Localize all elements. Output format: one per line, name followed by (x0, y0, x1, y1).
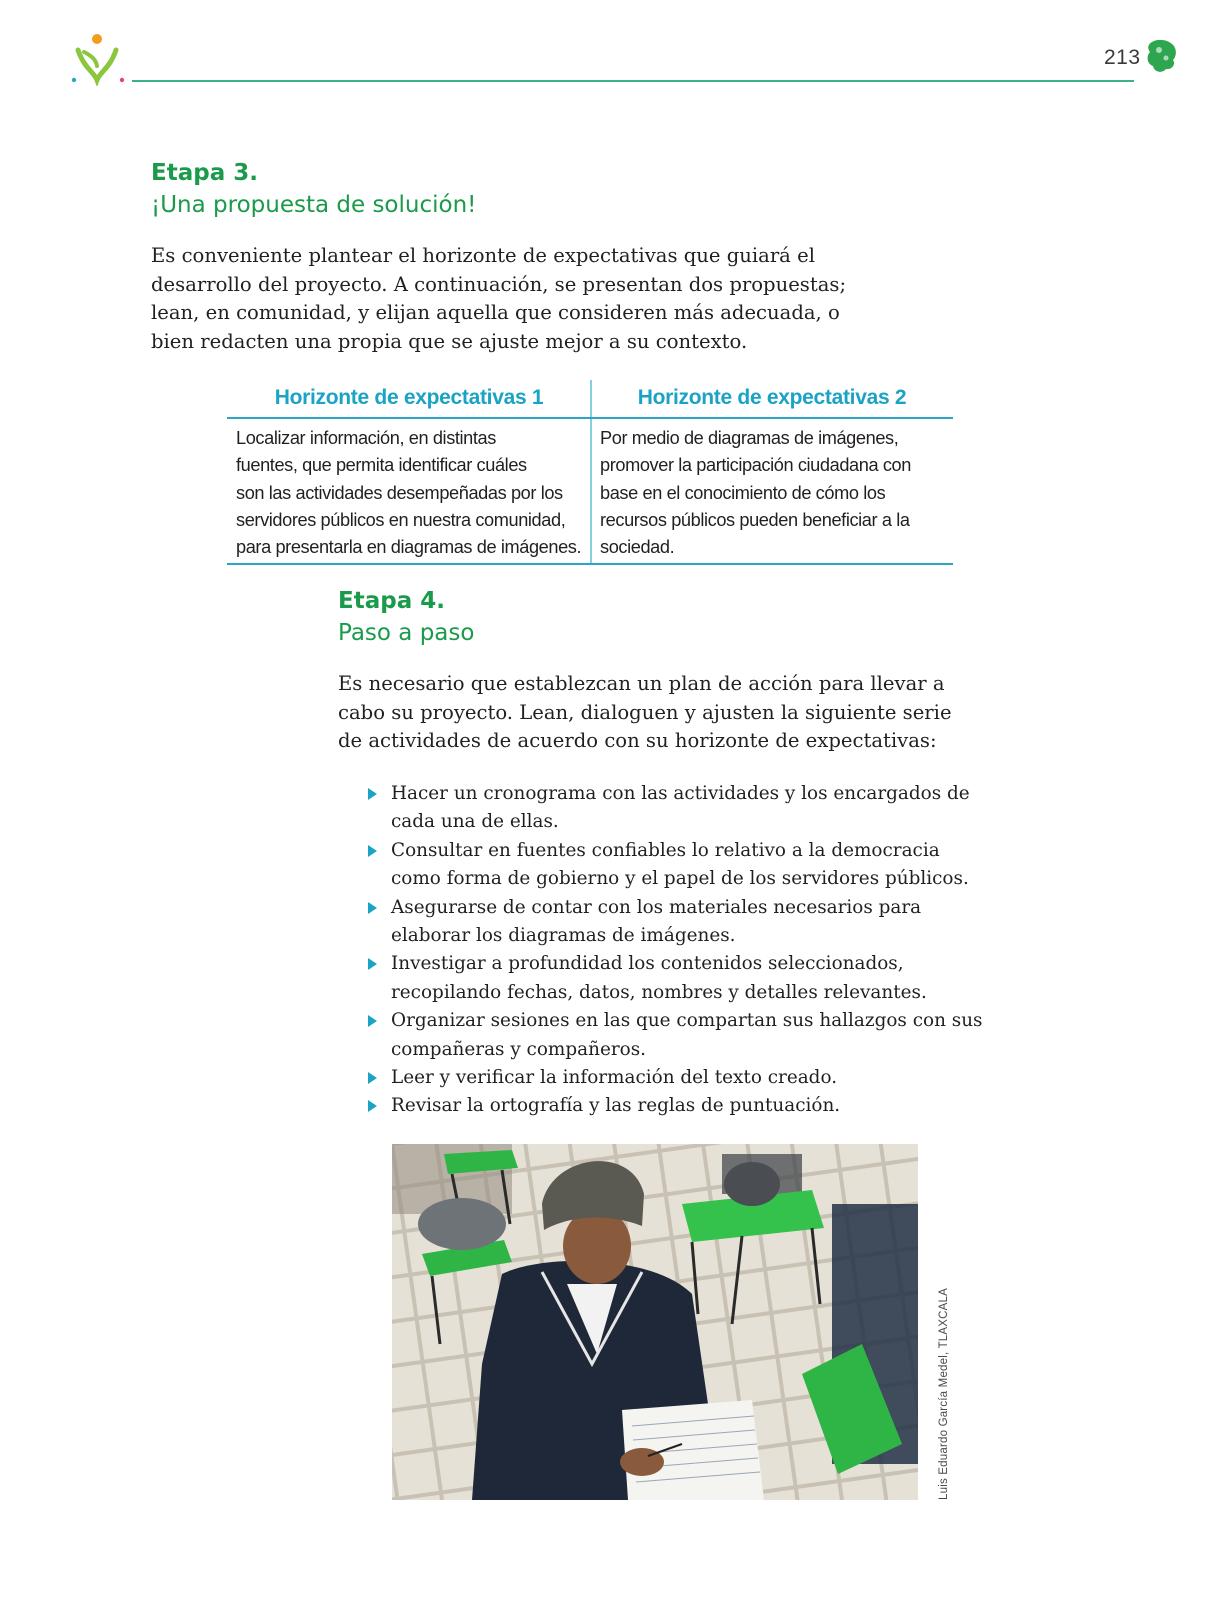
bullet-arrow-icon (368, 958, 377, 970)
text-line: Es conveniente plantear el horizonte de expectativas que guiará el (151, 244, 815, 267)
page-number: 213 (1104, 46, 1141, 69)
list-item (365, 950, 925, 1007)
text-line: Consultar en fuentes confiables lo relativo a la democracia (391, 839, 940, 861)
text-line: servidores públicos en nuestra comunidad, (236, 509, 566, 530)
text-line: compañeras y compañeros. (391, 1038, 646, 1060)
text-line: bien redacten una propia que se ajuste mejor a su contexto. (151, 329, 748, 353)
bullet-arrow-icon (368, 788, 377, 800)
text-line: base en el conocimiento de cómo los (600, 482, 886, 503)
text-line: Revisar la ortografía y las reglas de puntuación. (391, 1095, 841, 1117)
text-line: elaborar los diagramas de imágenes. (391, 925, 736, 947)
bullet-arrow-icon (368, 845, 377, 857)
text-line: Asegurarse de contar con los materiales necesarios para (391, 896, 922, 918)
photo-credit: Luis Eduardo García Medel, TLAXCALA (938, 1288, 950, 1500)
stage3-title: Etapa 3. (151, 160, 258, 186)
student-photo (392, 1144, 918, 1500)
column-text (236, 425, 581, 561)
bullet-arrow-icon (368, 1015, 377, 1027)
book-logo (70, 30, 130, 86)
bullet-arrow-icon (368, 902, 377, 914)
text-line: sociedad. (600, 537, 675, 558)
text-line: desarrollo del proyecto. A continuación, se presentan dos propuestas; (151, 272, 847, 296)
text-line: promover la participación ciudadana con (600, 455, 911, 476)
text-line: de actividades de acuerdo con su horizonte de expectativas: (338, 729, 937, 753)
table-bottom-rule (227, 563, 953, 565)
column-text (600, 425, 911, 561)
text-line: recursos públicos pueden beneficiar a la (600, 509, 910, 530)
stage4-title: Etapa 4. (338, 588, 445, 614)
expectations-column-1 (227, 380, 591, 565)
list-item (365, 1064, 925, 1092)
text-line: lean, en comunidad, y elijan aquella que consideren más adecuada, o (151, 301, 840, 325)
expectations-table (227, 380, 953, 565)
list-item (365, 894, 925, 951)
text-line: Investigar a profundidad los contenidos seleccionados, (391, 953, 904, 975)
stage3-subtitle: ¡Una propuesta de solución! (151, 192, 477, 218)
text-line: cada una de ellas. (391, 811, 559, 833)
text-line: cabo su proyecto. Lean, dialoguen y ajusten la siguiente serie (338, 700, 952, 724)
column-heading: Horizonte de expectativas 1 (274, 386, 544, 409)
text-line: recopilando fechas, datos, nombres y detalles relevantes. (391, 981, 927, 1003)
bullet-arrow-icon (368, 1100, 377, 1112)
text-line: Es necesario que establezcan un plan de acción para llevar a (338, 672, 945, 695)
text-line: Localizar información, en distintas (236, 428, 496, 448)
list-item (365, 1007, 983, 1064)
text-line: fuentes, que permita identificar cuáles (236, 455, 527, 476)
text-line: Hacer un cronograma con las actividades y los encargados de (391, 783, 970, 804)
activity-list (365, 780, 983, 1121)
column-heading: Horizonte de expectativas 2 (637, 386, 907, 409)
community-icon (1146, 38, 1178, 74)
expectations-column-2 (591, 380, 953, 565)
table-header-rule (227, 417, 953, 419)
stage3-intro (151, 242, 846, 356)
list-item (365, 780, 970, 837)
column-divider (590, 380, 592, 565)
list-item (365, 1092, 925, 1120)
stage4-subtitle: Paso a paso (338, 620, 475, 646)
text-line: para presentarla en diagramas de imágenes. (236, 537, 582, 558)
text-line: Organizar sesiones en las que compartan sus hallazgos con sus (391, 1010, 983, 1032)
text-line: son las actividades desempeñadas por los (236, 482, 563, 503)
stage4-intro (338, 670, 952, 756)
header-rule (132, 80, 1134, 82)
bullet-arrow-icon (368, 1072, 377, 1084)
text-line: Por medio de diagramas de imágenes, (600, 428, 899, 448)
text-line: Leer y verificar la información del texto creado. (391, 1067, 838, 1089)
text-line: como forma de gobierno y el papel de los servidores públicos. (391, 868, 969, 890)
list-item (365, 837, 969, 894)
